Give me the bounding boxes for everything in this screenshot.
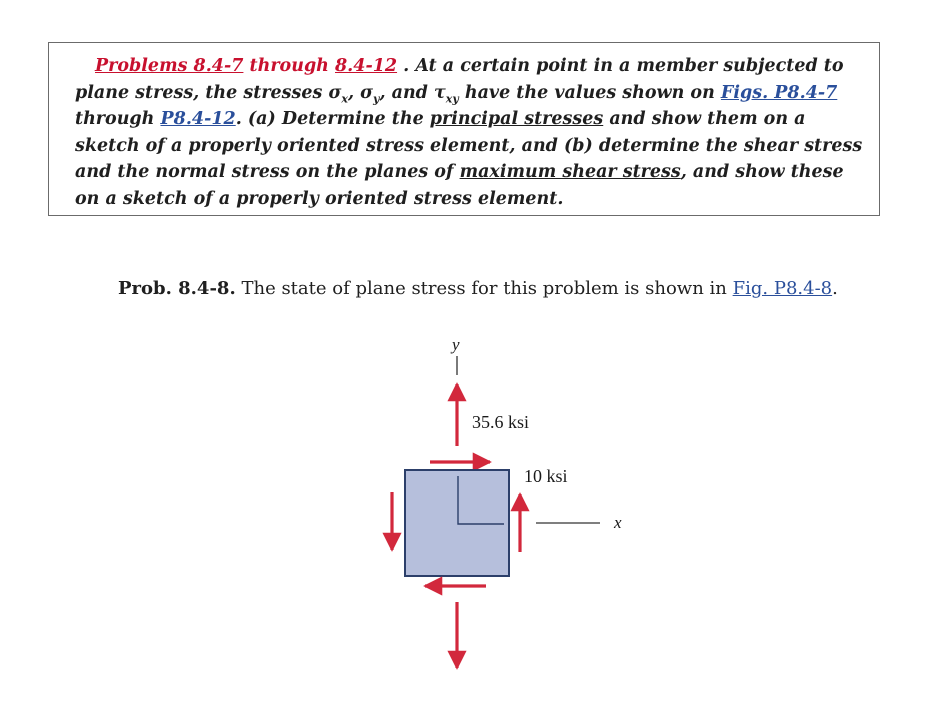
problem-statement: [75, 53, 865, 212]
problem-label: Prob. 8.4-8.: [118, 278, 236, 299]
problem-text: The state of plane stress for this problem is shown in: [241, 278, 727, 299]
element-local-axes: [458, 476, 504, 524]
tau-xy-symbol: $\tau_{xy}$: [434, 82, 459, 105]
stress-element: [405, 470, 509, 576]
statement-text-a: At a certain point in a member subjected to plane stress, the stresses: [75, 56, 844, 103]
x-axis-label: x: [614, 513, 622, 532]
problems-link-end[interactable]: 8.4-12: [335, 56, 398, 76]
comma-text: ,: [347, 82, 355, 103]
through-text: through: [249, 56, 329, 76]
problems-link-start[interactable]: Problems 8.4-7: [95, 56, 244, 76]
principal-stresses-link[interactable]: principal stresses: [429, 109, 604, 129]
and-text: , and: [379, 82, 428, 103]
problem-8-4-8-line: [118, 276, 878, 302]
statement-text-b: have the values shown on: [464, 82, 715, 103]
figs-link-end[interactable]: P8.4-12: [160, 109, 236, 129]
sigma-x-symbol: $\sigma_x$: [328, 82, 348, 105]
through-text-2: through: [75, 109, 155, 129]
problem-statement-box: [48, 42, 880, 216]
part-b-post-text: , and show these on a sketch of a properly oriented stress element.: [75, 162, 844, 209]
period-text: .: [832, 278, 838, 299]
part-a-text: . (a) Determine the: [235, 109, 424, 129]
y-axis-label: y: [452, 335, 460, 354]
shear-stress-label: 10 ksi: [524, 466, 568, 486]
normal-stress-label: 35.6 ksi: [472, 412, 530, 432]
part-a-post-text: and show them on a sketch of a properly oriented stress element, and (b) determine the shear stress and the normal stress on the planes of: [75, 109, 863, 182]
figs-link-start[interactable]: Figs. P8.4-7: [720, 82, 838, 103]
max-shear-stress-link[interactable]: maximum shear stress: [459, 162, 681, 182]
dot-text: .: [403, 56, 410, 76]
sigma-y-symbol: $\sigma_y$: [360, 82, 380, 105]
fig-p8-4-8-link[interactable]: Fig. P8.4-8: [732, 278, 833, 299]
